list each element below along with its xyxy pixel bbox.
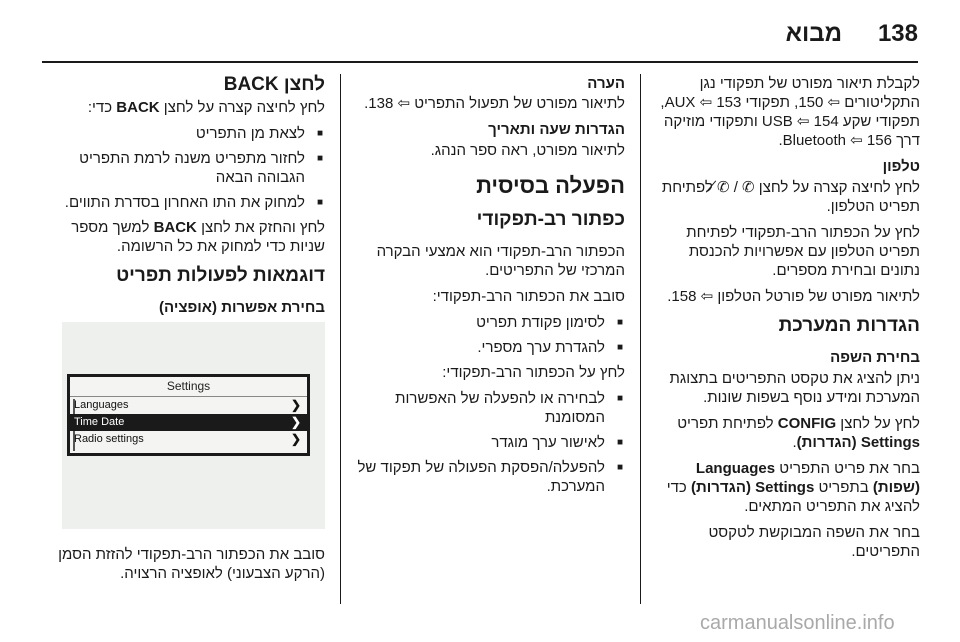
rotate-list	[355, 313, 625, 357]
multifunction-knob-paragraph: הכפתור הרב-תפקודי הוא אמצעי הבקרה המרכזי של התפריטים.	[376, 243, 625, 279]
header-divider	[42, 61, 918, 63]
menu-item-label: Languages	[74, 399, 129, 411]
rotate-knob-paragraph: סובב את הכפתור הרב-תפקודי:	[432, 288, 625, 305]
page-header	[0, 0, 960, 62]
select-language-paragraph: בחר את השפה המבוקשת לטקסט התפריטים.	[708, 524, 920, 560]
list-item: ■ למחוק את התו האחרון בסדרת התווים.	[42, 193, 325, 212]
column-divider-right	[640, 74, 641, 604]
note-title: הערה	[587, 75, 625, 92]
phone-button-paragraph: לחץ לחיצה קצרה על לחצן ✆ / ✆̸ לפתיחת תפריט הטלפון.	[661, 179, 920, 215]
back-hold-paragraph: לחץ והחזק את לחצן BACK למשך מספר שניות כדי למחוק את כל הרשומה.	[71, 219, 325, 255]
menu-item-time-date[interactable]	[70, 414, 307, 431]
menu-item-label: Time Date	[74, 416, 125, 428]
list-item: ■ לצאת מן התפריט	[42, 124, 325, 143]
languages-paragraph: בחר את פריט התפריט Languages (שפות) בתפריט Settings (הגדרות) כדי להציג את התפריט המתאים.	[666, 460, 920, 515]
config-paragraph: לחץ על לחצן CONFIG לפתיחת תפריט Settings (הגדרות).	[677, 415, 920, 451]
left-column	[42, 74, 325, 319]
system-settings-heading: הגדרות המערכת	[778, 315, 920, 336]
screen-title: Settings	[70, 377, 307, 397]
display-screen	[67, 374, 310, 456]
list-item: ■ לאישור ערך מוגדר	[355, 433, 625, 452]
menu-examples-heading: דוגמאות לפעולות תפריט	[116, 265, 325, 286]
column-divider-left	[340, 74, 341, 604]
phone-heading: טלפון	[882, 158, 920, 175]
press-knob-paragraph: לחץ על הכפתור הרב-תפקודי:	[442, 364, 625, 381]
menu-item-languages[interactable]	[70, 397, 307, 414]
list-item: ■ לבחירה או להפעלה של האפשרות המסומנת	[355, 389, 625, 427]
chevron-right-icon: ❯	[290, 415, 301, 429]
media-functions-paragraph: לקבלת תיאור מפורט של תפקודי נגן התקליטורים ⇦ 150, תפקודי AUX ⇦ 153, תפקודי שקע USB ⇦ 154 ותפקודי מוזיקה דרך Bluetooth ⇦ 156.	[660, 75, 920, 149]
multifunction-knob-heading: כפתור רב-תפקודי	[476, 209, 625, 230]
back-press-paragraph: לחץ לחיצה קצרה על לחצן BACK כדי:	[87, 99, 325, 116]
back-button-heading: לחצן BACK	[223, 74, 325, 95]
phone-knob-paragraph: לחץ על הכפתור הרב-תפקודי לפתיחת תפריט הטלפון עם אפשרויות להכנסת נתונים ובחירת מספרים.	[686, 224, 920, 279]
menu-item-radio-settings[interactable]	[70, 431, 307, 448]
right-column	[655, 74, 920, 568]
press-list	[355, 389, 625, 496]
menu-item-label: Radio settings	[74, 433, 144, 445]
watermark: carmanualsonline.info	[700, 612, 895, 634]
time-date-paragraph: לתיאור מפורט, ראה ספר הנהג.	[430, 142, 625, 159]
chevron-right-icon: ❯	[290, 398, 301, 412]
middle-column	[355, 74, 625, 502]
phone-portal-paragraph: לתיאור מפורט של פורטל הטלפון ⇦ 158.	[667, 288, 920, 305]
section-title: מבוא	[785, 20, 842, 47]
language-intro-paragraph: ניתן להציג את טקסט התפריטים בתצוגת המערכת ומידע נוסף בשפות שונות.	[669, 370, 920, 406]
list-item: ■ לסימון פקודת תפריט	[355, 313, 625, 332]
back-list	[42, 124, 325, 212]
list-item: ■ להגדרת ערך מספרי.	[355, 338, 625, 357]
chevron-right-icon: ❯	[290, 432, 301, 446]
time-date-heading: הגדרות שעה ותאריך	[488, 121, 625, 138]
note-text: לתיאור מפורט של תפעול התפריט ⇦ 138.	[364, 95, 625, 112]
list-item: ■ להפעלה/הפסקת הפעולה של תפקוד של המערכת.	[355, 458, 625, 496]
figure-caption: סובב את הכפתור הרב-תפקודי להזזת הסמן (הרקע הצבעוני) לאופציה הרצויה.	[58, 546, 325, 582]
language-heading: בחירת השפה	[830, 349, 920, 366]
option-selection-heading: בחירת אפשרות (אופציה)	[159, 299, 325, 316]
list-item: ■ לחזור מתפריט משנה לרמת התפריט הגבוהה הבאה	[42, 149, 325, 187]
settings-screen-figure	[62, 322, 325, 529]
page-number: 138	[877, 20, 918, 47]
basic-operation-heading: הפעלה בסיסית	[476, 173, 625, 198]
